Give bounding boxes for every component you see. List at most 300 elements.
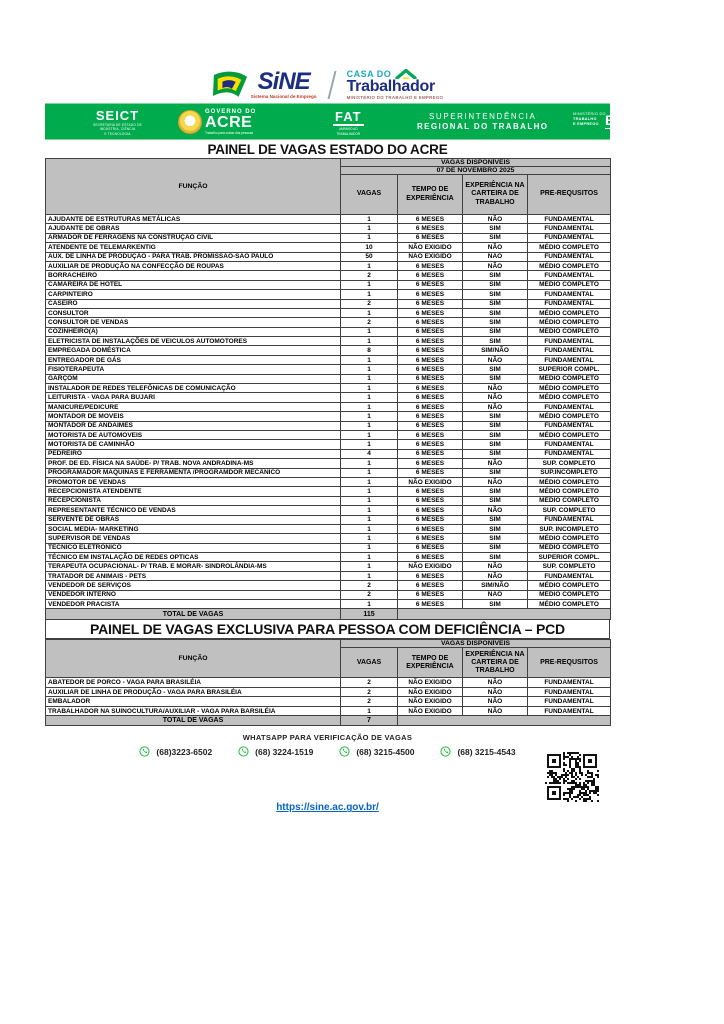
value-cell: 50 [341,252,398,261]
column-header-prerequisitos: PRE-REQUSITOS [528,175,611,215]
value-cell: SIM [463,271,528,280]
value-cell: SIM [463,496,528,505]
value-cell: 6 MESES [398,271,463,280]
qr-code [545,752,599,802]
value-cell: MÉDIO COMPLETO [528,308,611,317]
value-cell: FUNDAMENTAL [528,421,611,430]
whatsapp-icon [238,746,249,757]
table-row [46,299,611,308]
value-cell: NÃO [463,506,528,515]
value-cell: NÃO [463,477,528,486]
total-filler [398,609,611,620]
value-cell: 1 [341,327,398,336]
funcao-cell: BORRACHEIRO [46,271,341,280]
value-cell: 1 [341,393,398,402]
main-panel-title: PAINEL DE VAGAS ESTADO DO ACRE [207,142,448,157]
acre-coat-of-arms-icon [178,110,202,134]
pcd-panel-title: PAINEL DE VAGAS EXCLUSIVA PARA PESSOA COM DEFICIÊNCIA – PCD [45,620,610,639]
pcd-total-row [46,716,611,726]
value-cell: MÉDIO COMPLETO [528,261,611,270]
value-cell: SUP. COMPLETO [528,459,611,468]
table-row [46,384,611,393]
funcao-cell: PROF. DE ED. FÍSICA NA SAÚDE- P/ TRAB. NOVA ANDRADINA-MS [46,459,341,468]
whatsapp-phone [238,746,313,757]
value-cell: SIM [463,290,528,299]
value-cell: MÉDIO COMPLETO [528,412,611,421]
value-cell: 6 MESES [398,365,463,374]
value-cell: 1 [341,402,398,411]
value-cell: SUPERIOR COMPL. [528,553,611,562]
value-cell: FUNDAMENTAL [528,346,611,355]
table-row [46,327,611,336]
table-row [46,543,611,552]
value-cell: NÃO EXIGIDO [398,687,463,697]
value-cell: 6 MESES [398,412,463,421]
value-cell: 2 [341,271,398,280]
table-row [46,280,611,289]
value-cell: NÃO [463,243,528,252]
seict-logo: SEICT SECRETARIA DE ESTADO DE INDÚSTRIA, CIÊNCIA E TECNOLOGIA [93,108,142,136]
value-cell: 2 [341,581,398,590]
table-row [46,215,611,224]
table-row [46,224,611,233]
funcao-cell: CAMAREIRA DE HOTEL [46,280,341,289]
value-cell: 1 [341,534,398,543]
value-cell: SIM [463,543,528,552]
value-cell: SIM [463,412,528,421]
table-row [46,487,611,496]
value-cell: SUPERIOR COMPL. [528,365,611,374]
table-row [46,374,611,383]
table-row [46,308,611,317]
ministerio-trabalho-label: MINISTÉRIO DO TRABALHO E EMPREGO [573,112,606,126]
value-cell: SIM [463,374,528,383]
value-cell: MÉDIO COMPLETO [528,393,611,402]
value-cell: MÉDIO COMPLETO [528,487,611,496]
value-cell: SIM [463,280,528,289]
value-cell: MÉDIO COMPLETO [528,384,611,393]
trabalhador-label: Trabalhador [346,77,435,95]
whatsapp-icon [440,746,451,757]
table-row [46,553,611,562]
value-cell: 2 [341,678,398,688]
value-cell: FUNDAMENTAL [528,515,611,524]
funcao-cell: TERAPEUTA OCUPACIONAL- P/ TRAB. E MORAR- SINDROLÂNDIA-MS [46,562,341,571]
pcd-column-header-carteira: EXPERIÊNCIA NA CARTEIRA DE TRABALHO [463,648,528,678]
funcao-cell: CONSULTOR DE VENDAS [46,318,341,327]
value-cell: SIM [463,337,528,346]
funcao-cell: SOCIAL MEDIA- MARKETING [46,524,341,533]
value-cell: SUP. COMPLETO [528,506,611,515]
column-header-carteira: EXPERIÊNCIA NA CARTEIRA DE TRABALHO [463,175,528,215]
value-cell: 6 MESES [398,374,463,383]
table-row [46,600,611,609]
sine-flag-icon [212,70,248,99]
table-row [46,365,611,374]
table-row [46,534,611,543]
whatsapp-section-title: WHATSAPP PARA VERIFICAÇÃO DE VAGAS [242,733,413,743]
value-cell: 6 MESES [398,384,463,393]
funcao-cell: SERVENTE DE OBRAS [46,515,341,524]
value-cell: 6 MESES [398,571,463,580]
funcao-cell: EMPREGADA DOMÉSTICA [46,346,341,355]
value-cell: SIM [463,553,528,562]
value-cell: SIM [463,449,528,458]
value-cell: 1 [341,706,398,716]
value-cell: SIM [463,327,528,336]
value-cell: 1 [341,515,398,524]
funcao-cell: AJUDANTE DE OBRAS [46,224,341,233]
value-cell: 1 [341,412,398,421]
value-cell: SIM [463,468,528,477]
value-cell: NÃO [463,697,528,707]
value-cell: 6 MESES [398,261,463,270]
value-cell: MÉDIO COMPLETO [528,477,611,486]
value-cell: SIM [463,524,528,533]
governo-federal-brasil-logo: GOVERNO FEDERAL BRASIL UNIÃO E RECONSTRUÇÃO [605,108,661,134]
date-header: 07 DE NOVEMBRO 2025 [341,167,611,175]
institutional-banner [45,103,661,140]
value-cell: 8 [341,346,398,355]
value-cell: MÉDIO COMPLETO [528,280,611,289]
funcao-cell: VENDEDOR PRACISTA [46,600,341,609]
value-cell: MÉDIO COMPLETO [528,534,611,543]
sine-subtitle: Sistema Nacional de Emprego [250,93,317,99]
table-row [46,515,611,524]
table-row [46,449,611,458]
table-row [46,402,611,411]
value-cell: NÃO EXIGIDO [398,706,463,716]
value-cell: 1 [341,543,398,552]
value-cell: NÃO [463,215,528,224]
value-cell: 6 MESES [398,233,463,242]
value-cell: 6 MESES [398,290,463,299]
table-row [46,506,611,515]
funcao-cell: AJUDANTE DE ESTRUTURAS METÁLICAS [46,215,341,224]
value-cell: SIM/NÃO [463,346,528,355]
superintendencia-label: SUPERINTENDÊNCIA REGIONAL DO TRABALHO [417,112,549,131]
value-cell: 1 [341,553,398,562]
phone-number: (68) 3215-4543 [457,746,516,757]
funcao-cell: TRATADOR DE ANIMAIS - PETS [46,571,341,580]
value-cell: NÃO [463,261,528,270]
logo-divider [327,71,336,99]
value-cell: SIM [463,224,528,233]
value-cell: MÉDIO COMPLETO [528,374,611,383]
value-cell: FUNDAMENTAL [528,678,611,688]
table-row [46,524,611,533]
value-cell: 2 [341,687,398,697]
value-cell: 6 MESES [398,299,463,308]
value-cell: 1 [341,384,398,393]
value-cell: 1 [341,468,398,477]
value-cell: 1 [341,477,398,486]
value-cell: 6 MESES [398,215,463,224]
funcao-cell: AUX. DE LINHA DE PRODUÇÃO - PARA TRAB. PROMISSÃO-SÃO PAULO [46,252,341,261]
value-cell: SUP.INCOMPLETO [528,468,611,477]
value-cell: FUNDAMENTAL [528,252,611,261]
value-cell: 1 [341,215,398,224]
casa-do-trabalhador-logo [347,69,444,100]
value-cell: FUNDAMENTAL [528,402,611,411]
value-cell: SIM [463,440,528,449]
value-cell: FUNDAMENTAL [528,440,611,449]
value-cell: 1 [341,506,398,515]
value-cell: SUP. COMPLETO [528,562,611,571]
value-cell: 6 MESES [398,515,463,524]
table-row [46,496,611,505]
value-cell: NÃO EXIGIDO [398,243,463,252]
table-row [46,571,611,580]
value-cell: 1 [341,571,398,580]
table-row [46,271,611,280]
table-row [46,687,611,697]
phone-number: (68) 3224-1519 [255,746,314,757]
funcao-cell: CASEIRO [46,299,341,308]
group-header-vagas-disponiveis: VAGAS DISPONÍVEIS [341,159,611,167]
funcao-cell: MANICURE/PEDICURE [46,402,341,411]
value-cell: 1 [341,233,398,242]
table-row [46,337,611,346]
value-cell: 1 [341,374,398,383]
value-cell: 1 [341,337,398,346]
funcao-cell: MONTADOR DE ANDAIMES [46,421,341,430]
value-cell: 1 [341,600,398,609]
value-cell: FUNDAMENTAL [528,224,611,233]
pcd-total-value: 7 [341,716,398,726]
value-cell: NÃO [463,590,528,599]
value-cell: 6 MESES [398,430,463,439]
total-label: TOTAL DE VAGAS [46,609,341,620]
table-row [46,355,611,364]
value-cell: 1 [341,562,398,571]
funcao-cell: ARMADOR DE FERRAGENS NA CONSTRUÇÃO CIVIL [46,233,341,242]
value-cell: FUNDAMENTAL [528,706,611,716]
funcao-cell: VENDEDOR INTERNO [46,590,341,599]
funcao-cell: INSTALADOR DE REDES TELEFÔNICAS DE COMUNICAÇÃO [46,384,341,393]
funcao-cell: COZINHEIRO(A) [46,327,341,336]
funcao-cell: VENDEDOR DE SERVIÇOS [46,581,341,590]
value-cell: MÉDIO COMPLETO [528,543,611,552]
value-cell: NÃO [463,571,528,580]
value-cell: FUNDAMENTAL [528,337,611,346]
table-row [46,468,611,477]
value-cell: FUNDAMENTAL [528,290,611,299]
table-row [46,477,611,486]
value-cell: 6 MESES [398,468,463,477]
funcao-cell: GARÇOM [46,374,341,383]
casa-do-label: CASA DO [346,68,392,79]
value-cell: MÉDIO COMPLETO [528,318,611,327]
value-cell: 1 [341,459,398,468]
value-cell: NÃO [463,393,528,402]
value-cell: 6 MESES [398,459,463,468]
value-cell: 6 MESES [398,355,463,364]
table-row [46,290,611,299]
main-table-body [46,215,611,609]
value-cell: MÉDIO COMPLETO [528,430,611,439]
value-cell: SIM/NÃO [463,581,528,590]
funcao-cell: PROGRAMADOR MAQUINAS E FERRAMENTA /PROGRAMDOR MECÂNICO [46,468,341,477]
value-cell: SIM [463,515,528,524]
value-cell: 6 MESES [398,327,463,336]
table-row [46,459,611,468]
value-cell: 4 [341,449,398,458]
value-cell: MÉDIO COMPLETO [528,243,611,252]
value-cell: NÃO [463,687,528,697]
value-cell: 6 MESES [398,553,463,562]
value-cell: SIM [463,487,528,496]
value-cell: 6 MESES [398,318,463,327]
value-cell: FUNDAMENTAL [528,299,611,308]
value-cell: 1 [341,421,398,430]
value-cell: 1 [341,308,398,317]
table-row [46,706,611,716]
value-cell: 6 MESES [398,600,463,609]
table-row [46,697,611,707]
whatsapp-icon [339,746,350,757]
table-row [46,430,611,439]
pcd-vacancies-table [45,639,611,726]
table-row [46,678,611,688]
pcd-total-label: TOTAL DE VAGAS [46,716,341,726]
value-cell: NÃO EXIGIDO [398,562,463,571]
value-cell: SIM [463,299,528,308]
value-cell: 6 MESES [398,280,463,289]
value-cell: NÃO EXIGIDO [398,477,463,486]
value-cell: MÉDIO COMPLETO [528,600,611,609]
funcao-cell: MONTADOR DE MOVEIS [46,412,341,421]
value-cell: NÃO [463,459,528,468]
pcd-group-header: VAGAS DISPONÍVEIS [341,640,611,648]
table-row [46,318,611,327]
table-row [46,562,611,571]
whatsapp-phone [440,746,515,757]
value-cell: 6 MESES [398,440,463,449]
funcao-cell: CARPINTEIRO [46,290,341,299]
funcao-cell: ABATEDOR DE PORCO - VAGA PARA BRASILÉIA [46,678,341,688]
funcao-cell: ENTREGADOR DE GÁS [46,355,341,364]
funcao-cell: PEDREIRO [46,449,341,458]
table-row [46,412,611,421]
phone-number: (68) 3215-4500 [356,746,415,757]
value-cell: NÃO [463,402,528,411]
funcao-cell: AUXILIAR DE LINHA DE PRODUÇÃO - VAGA PARA BRASILÉIA [46,687,341,697]
value-cell: 6 MESES [398,496,463,505]
value-cell: FUNDAMENTAL [528,571,611,580]
value-cell: 1 [341,355,398,364]
value-cell: NÃO [463,252,528,261]
funcao-cell: TRABALHADOR NA SUINOCULTURA/AUXILIAR - VAGA PARA BARSILÉIA [46,706,341,716]
funcao-cell: RECEPCIONISTA ATENDENTE [46,487,341,496]
pcd-column-header-tempo: TEMPO DE EXPERIÊNCIA [398,648,463,678]
value-cell: SUP. INCOMPLETO [528,524,611,533]
funcao-cell: TECNICO ELETRÔNICO [46,543,341,552]
value-cell: NÃO [463,384,528,393]
value-cell: 10 [341,243,398,252]
value-cell: FUNDAMENTAL [528,449,611,458]
value-cell: 1 [341,487,398,496]
pcd-column-header-vagas: VAGAS [341,648,398,678]
value-cell: FUNDAMENTAL [528,271,611,280]
column-header-tempo: TEMPO DE EXPERIÊNCIA [398,175,463,215]
value-cell: 6 MESES [398,534,463,543]
value-cell: SIM [463,430,528,439]
value-cell: 6 MESES [398,524,463,533]
value-cell: 6 MESES [398,590,463,599]
whatsapp-phone [339,746,414,757]
value-cell: 6 MESES [398,487,463,496]
value-cell: 1 [341,430,398,439]
value-cell: 6 MESES [398,506,463,515]
table-row [46,393,611,402]
value-cell: 6 MESES [398,337,463,346]
main-vacancies-table [45,158,611,620]
value-cell: SIM [463,365,528,374]
logos-row [45,66,610,103]
whatsapp-phone [139,746,212,757]
main-total-row [46,609,611,620]
value-cell: 6 MESES [398,308,463,317]
value-cell: FUNDAMENTAL [528,355,611,364]
table-row [46,233,611,242]
value-cell: 6 MESES [398,543,463,552]
value-cell: SIM [463,421,528,430]
table-row [46,440,611,449]
funcao-cell: REPRESENTANTE TÉCNICO DE VENDAS [46,506,341,515]
value-cell: SIM [463,308,528,317]
value-cell: NÃO [463,678,528,688]
value-cell: 6 MESES [398,421,463,430]
whatsapp-phone-list [45,746,610,757]
whatsapp-icon [139,746,150,757]
pcd-column-header-prerequisitos: PRE-REQUSITOS [528,648,611,678]
casa-subtitle: MINISTÉRIO DO TRABALHO E EMPREGO [346,94,444,100]
value-cell: NÃO EXIGIDO [398,678,463,688]
value-cell: NÃO EXIGIDO [398,697,463,707]
value-cell: 2 [341,590,398,599]
sine-wordmark: SiNE [257,67,310,95]
table-row [46,243,611,252]
value-cell: FUNDAMENTAL [528,687,611,697]
value-cell: 1 [341,280,398,289]
funcao-cell: FISIOTERAPEUTA [46,365,341,374]
value-cell: 1 [341,365,398,374]
value-cell: 1 [341,524,398,533]
funcao-cell: MOTORISTA DE CAMINHÃO [46,440,341,449]
pcd-table-body [46,678,611,716]
table-row [46,590,611,599]
funcao-cell: MOTORISTA DE AUTOMOVEIS [46,430,341,439]
table-row [46,252,611,261]
sine-website-link[interactable]: https://sine.ac.gov.br/ [276,802,379,814]
value-cell: NÃO [463,706,528,716]
value-cell: FUNDAMENTAL [528,215,611,224]
column-header-funcao: FUNÇÃO [46,159,341,215]
value-cell: 1 [341,290,398,299]
value-cell: SIM [463,318,528,327]
pcd-column-header-funcao: FUNÇÃO [46,640,341,678]
value-cell: 6 MESES [398,581,463,590]
funcao-cell: RECEPCIONISTA [46,496,341,505]
value-cell: FUNDAMENTAL [528,697,611,707]
value-cell: 2 [341,318,398,327]
value-cell: MÉDIO COMPLETO [528,590,611,599]
table-row [46,261,611,270]
value-cell: 6 MESES [398,402,463,411]
column-header-vagas: VAGAS [341,175,398,215]
funcao-cell: ELETRICISTA DE INSTALAÇÕES DE VEICULOS AUTOMOTORES [46,337,341,346]
